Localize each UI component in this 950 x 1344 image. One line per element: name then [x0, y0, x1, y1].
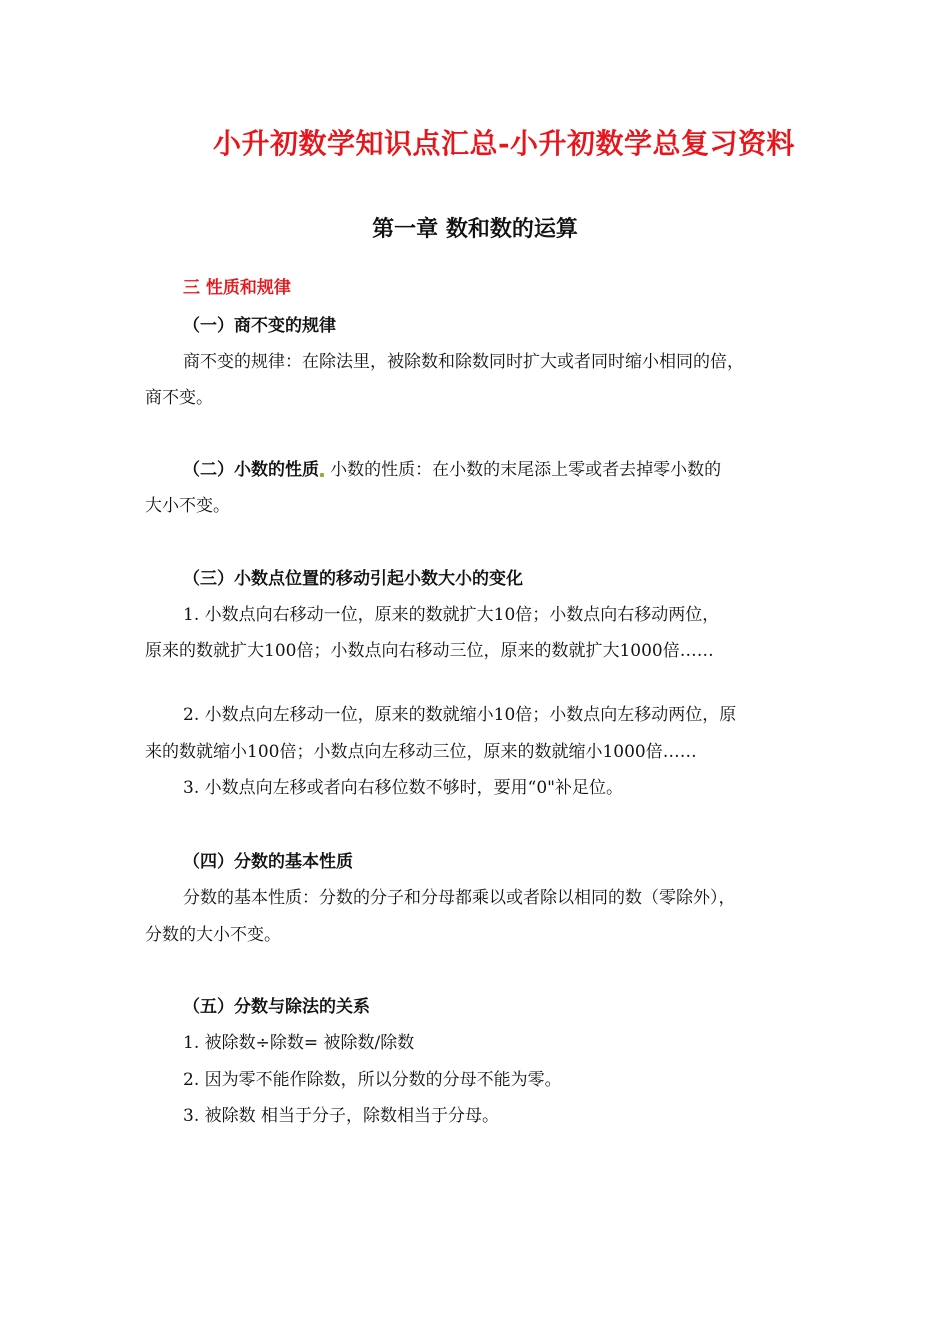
subheading-decimal-property: （二）小数的性质: [183, 460, 319, 480]
paragraph-line: 2. 小数点向左移动一位，原来的数就缩小10倍；小数点向左移动两位，原: [183, 705, 737, 725]
list-item: 2. 因为零不能作除数，所以分数的分母不能为零。: [183, 1070, 562, 1090]
annotation-mark: [320, 473, 324, 477]
paragraph-text: 小数的性质：在小数的末尾添上零或者去掉零小数的: [330, 460, 722, 480]
subheading-fraction-property: （四）分数的基本性质: [183, 852, 353, 872]
paragraph-line: 大小不变。: [145, 496, 230, 516]
paragraph-line: 商不变。: [145, 388, 213, 408]
paragraph-line: 1. 小数点向右移动一位，原来的数就扩大10倍；小数点向右移动两位，: [183, 605, 720, 625]
list-item: 3. 被除数 相当于分子，除数相当于分母。: [183, 1106, 500, 1126]
document-title: 小升初数学知识点汇总-小升初数学总复习资料: [212, 127, 796, 160]
paragraph-line: 原来的数就扩大100倍；小数点向右移动三位，原来的数就扩大1000倍……: [145, 641, 714, 661]
paragraph-line: 来的数就缩小100倍；小数点向左移动三位，原来的数就缩小1000倍……: [145, 742, 697, 762]
paragraph-line: 分数的基本性质：分数的分子和分母都乘以或者除以相同的数（零除外），: [183, 888, 736, 908]
chapter-heading: 第一章 数和数的运算: [372, 216, 578, 242]
paragraph-line: 分数的大小不变。: [145, 925, 281, 945]
subheading-fraction-division: （五）分数与除法的关系: [183, 997, 370, 1017]
subheading-quotient-rule: （一）商不变的规律: [183, 316, 336, 336]
section-heading: 三 性质和规律: [183, 278, 291, 298]
paragraph-line: 3. 小数点向左移或者向右移位数不够时，要用“0"补足位。: [183, 778, 623, 798]
list-item: 1. 被除数÷除数= 被除数/除数: [183, 1033, 415, 1053]
decimal-property-line: [183, 455, 721, 480]
subheading-decimal-point-shift: （三）小数点位置的移动引起小数大小的变化: [183, 569, 523, 589]
paragraph-line: 商不变的规律：在除法里，被除数和除数同时扩大或者同时缩小相同的倍，: [183, 352, 744, 372]
